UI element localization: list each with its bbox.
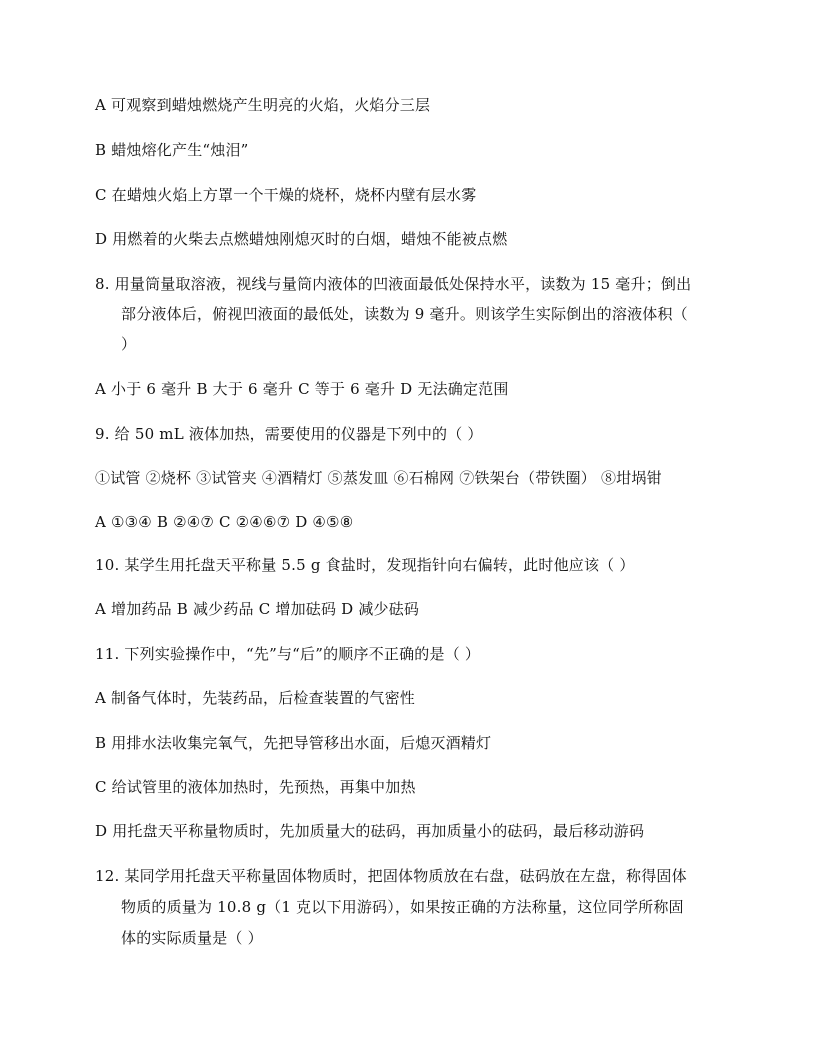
q9-options: A ①③④ B ②④⑦ C ②④⑥⑦ D ④⑤⑧ xyxy=(95,513,354,531)
q11-option-a: A 制备气体时，先装药品，后检查装置的气密性 xyxy=(95,689,416,707)
q8-options: A 小于 6 毫升 B 大于 6 毫升 C 等于 6 毫升 D 无法确定范围 xyxy=(95,380,509,398)
q10-stem: 10. 某学生用托盘天平称量 5.5 g 食盐时，发现指针向右偏转，此时他应该（ ） xyxy=(95,556,635,574)
q11-option-c: C 给试管里的液体加热时，先预热，再集中加热 xyxy=(95,778,416,796)
q8-stem-line-3: ） xyxy=(121,335,137,353)
q11-stem: 11. 下列实验操作中，“先”与“后”的顺序不正确的是（ ） xyxy=(95,645,481,663)
q9-stem: 9. 给 50 mL 液体加热，需要使用的仪器是下列中的（ ） xyxy=(95,425,483,443)
q11-option-d: D 用托盘天平称量物质时，先加质量大的砝码，再加质量小的砝码，最后移动游码 xyxy=(95,822,645,840)
q10-options: A 增加药品 B 减少药品 C 增加砝码 D 减少砝码 xyxy=(95,600,420,618)
q11-option-b: B 用排水法收集完氧气，先把导管移出水面，后熄灭酒精灯 xyxy=(95,734,492,752)
q7-option-d: D 用燃着的火柴去点燃蜡烛刚熄灭时的白烟，蜡烛不能被点燃 xyxy=(95,230,508,248)
q12-stem-line-1: 12. 某同学用托盘天平称量固体物质时，把固体物质放在右盘，砝码放在左盘，称得固体 xyxy=(95,867,687,885)
q8-stem-line-1: 8. 用量筒量取溶液，视线与量筒内液体的凹液面最低处保持水平，读数为 15 毫升；倒出 xyxy=(95,275,692,293)
q7-option-a: A 可观察到蜡烛燃烧产生明亮的火焰，火焰分三层 xyxy=(95,96,431,114)
q12-stem-line-2: 物质的质量为 10.8 g（1 克以下用游码），如果按正确的方法称量，这位同学所称固 xyxy=(121,898,684,916)
q12-stem-line-3: 体的实际质量是（ ） xyxy=(121,929,263,947)
q7-option-b: B 蜡烛熔化产生“烛泪” xyxy=(95,141,249,159)
q7-option-c: C 在蜡烛火焰上方罩一个干燥的烧杯，烧杯内壁有层水雾 xyxy=(95,186,477,204)
q8-stem-line-2: 部分液体后，俯视凹液面的最低处，读数为 9 毫升。则该学生实际倒出的溶液体积（ xyxy=(121,305,688,323)
q9-instrument-list: ①试管 ②烧杯 ③试管夹 ④酒精灯 ⑤蒸发皿 ⑥石棉网 ⑦铁架台（带铁圈） ⑧坩埚钳 xyxy=(95,469,662,487)
